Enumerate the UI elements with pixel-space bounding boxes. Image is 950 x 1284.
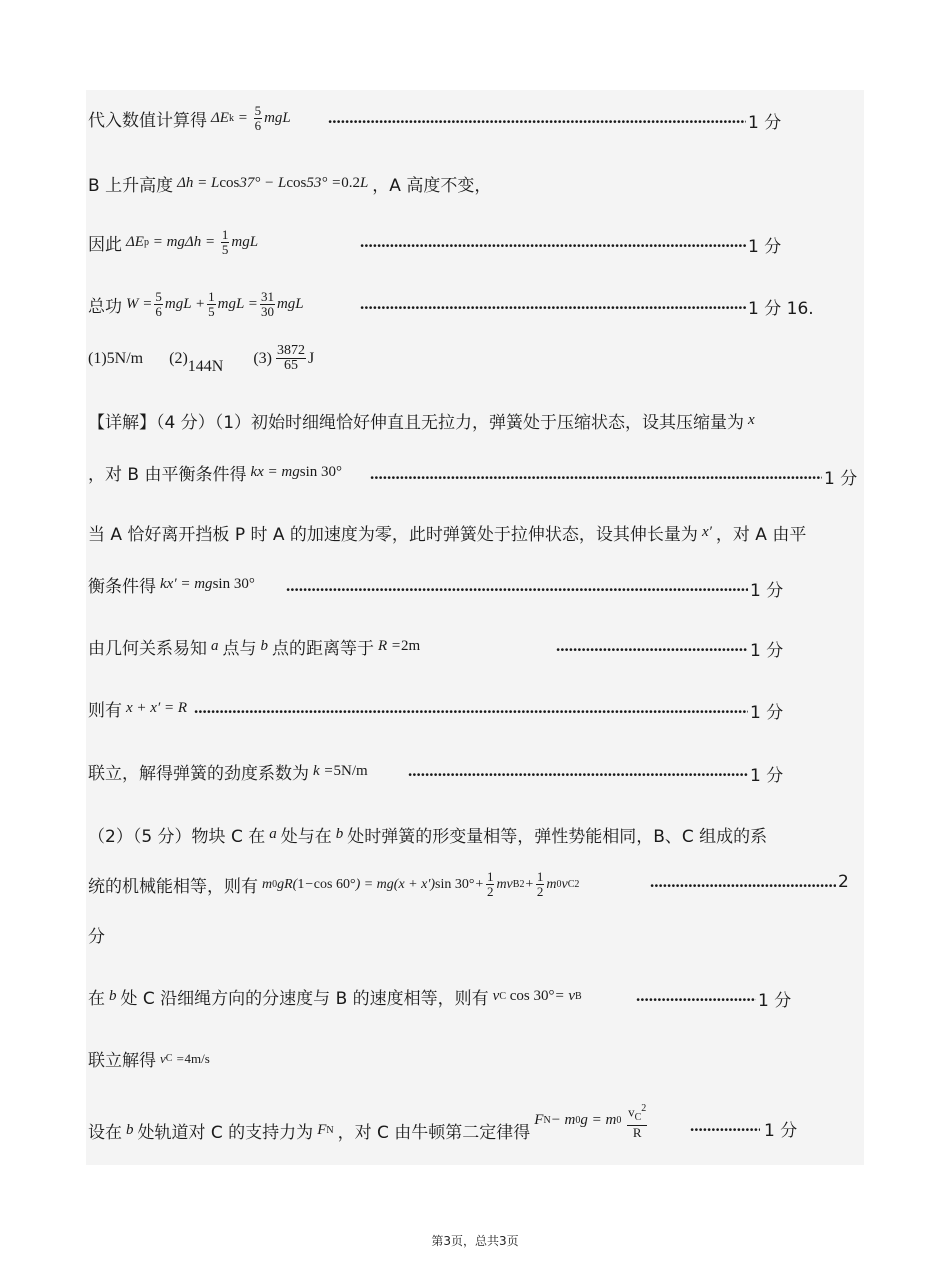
formula-a: a <box>269 826 277 842</box>
line-label: 总功 <box>88 297 122 317</box>
line-label: （2）（5 分）物块 C 在 <box>88 827 266 847</box>
detail-paragraph-7 <box>88 759 372 784</box>
detail-paragraph-5 <box>88 634 424 659</box>
line-kinetic-energy <box>88 104 295 133</box>
detail-paragraph-10 <box>88 922 105 947</box>
score-label: 1 分 <box>750 641 784 661</box>
formula-a: a <box>211 638 219 654</box>
line-potential-energy <box>88 228 262 257</box>
score-label: 1 分 <box>748 237 782 257</box>
detail-paragraph-2 <box>88 460 346 485</box>
score-label: 1 分 <box>748 113 782 133</box>
page-footer: 第3页，总共3页 <box>431 1234 519 1248</box>
formula-b: b <box>335 826 344 842</box>
detail-paragraph-9 <box>88 870 579 899</box>
score-label: 1 分 <box>750 703 784 723</box>
formula-k: k = 5N/m <box>313 763 368 779</box>
line-label: 当 A 恰好离开挡板 P 时 A 的加速度为零，此时弹簧处于拉伸状态，设其伸长量为 <box>88 525 698 545</box>
detail-paragraph-11 <box>88 984 586 1009</box>
detail-paragraph-1 <box>88 408 759 433</box>
leader-dots <box>194 698 748 718</box>
line-label: ，对 B 由平衡条件得 <box>88 465 247 485</box>
leader-dots <box>690 1116 760 1136</box>
score-label: 2 <box>838 872 849 892</box>
detail-paragraph-6 <box>88 696 191 721</box>
score-label: 1 分 <box>750 766 784 786</box>
fraction-numerator: 3872 <box>276 343 305 358</box>
formula-delta-h: Δh = L cos 37° − L cos 53° = 0.2 L <box>177 175 369 191</box>
line-label: 处与在 <box>280 827 332 847</box>
line-label: 衡条件得 <box>88 577 156 597</box>
detail-paragraph-3 <box>88 520 806 545</box>
line-label: 由几何关系易知 <box>88 639 207 659</box>
leader-dots <box>556 636 748 656</box>
line-label: 则有 <box>88 701 122 721</box>
formula-x-prime: x′ <box>701 524 712 540</box>
line-label: 设在 <box>88 1123 122 1144</box>
formula-work: W = $\frac{5}{6}$ mgL + $\frac{1}{5}$ mgL = $\frac{31}{30}$ mgL <box>126 289 304 319</box>
score-label: 1 分 <box>758 991 792 1011</box>
line-total-work <box>88 290 308 319</box>
score-label: 1 分 16. <box>748 299 814 319</box>
answer-2-value: 144N <box>187 357 224 375</box>
leader-dots <box>650 872 836 892</box>
formula-delta-ek: ΔE k = $\frac{5}{6}$ mgL <box>211 103 291 133</box>
answer-1: (1)5N/m <box>88 349 144 367</box>
line-label: 联立解得 <box>88 1051 156 1071</box>
score-label: 1 分 <box>764 1121 798 1141</box>
leader-dots <box>328 108 746 128</box>
line-label: B 上升高度 <box>88 176 174 196</box>
formula-r: R = 2m <box>378 638 421 654</box>
line-height-change <box>88 171 491 196</box>
answer-2-label: (2) <box>169 349 188 367</box>
formula-balance-a: kx′ = mg sin 30° <box>160 576 255 592</box>
formula-b: b <box>260 638 268 654</box>
answer-3-fraction <box>276 344 306 373</box>
detail-paragraph-4 <box>88 572 259 597</box>
line-label: ，对 C 由牛顿第二定律得 <box>337 1123 531 1144</box>
answer-3-label: (3) <box>253 349 272 367</box>
line-label: 分 <box>88 927 105 947</box>
detail-paragraph-8 <box>88 822 767 847</box>
line-label: 处时弹簧的形变量相等，弹性势能相同，B、C 组成的系 <box>347 827 768 847</box>
formula-velocity: v C cos 30° = v B <box>492 988 582 1004</box>
score-label: 1 分 <box>824 469 858 489</box>
leader-dots <box>408 761 748 781</box>
formula-x: x <box>748 412 755 428</box>
formula-sum: x + x′ = R <box>126 700 188 716</box>
answers-summary <box>88 344 314 373</box>
score-label: 1 分 <box>750 581 784 601</box>
line-label: ，A 高度不变， <box>372 176 492 196</box>
formula-vc: v C = 4m/s <box>160 1050 210 1066</box>
formula-fn: F N <box>317 1122 334 1139</box>
line-label: 【详解】（4 分）（1）初始时细绳恰好伸直且无拉力，弹簧处于压缩状态，设其压缩量为 <box>88 413 745 433</box>
leader-dots <box>636 986 756 1006</box>
answer-3-unit: J <box>307 349 315 367</box>
formula-b: b <box>109 988 117 1004</box>
line-label: ，对 A 由平 <box>715 525 807 545</box>
leader-dots <box>286 576 748 596</box>
formula-b: b <box>126 1122 134 1139</box>
leader-dots <box>360 294 746 314</box>
line-label: 联立，解得弹簧的劲度系数为 <box>88 764 309 784</box>
fraction-denominator: 65 <box>283 358 298 373</box>
formula-energy-conservation: m 0 gR( 1 − cos 60° ) = mg(x + x′) sin 30° + $\frac{1}{2}$ mv B 2 + $\frac{1}{2}$ m 0 v C 2 <box>262 869 580 899</box>
line-label: 点与 <box>222 639 257 659</box>
detail-paragraph-13 <box>88 1103 653 1150</box>
line-label: 处轨道对 C 的支持力为 <box>137 1123 314 1144</box>
formula-balance-b: kx = mg sin 30° <box>250 464 343 480</box>
detail-paragraph-12 <box>88 1046 214 1071</box>
line-label: 处 C 沿细绳方向的分速度与 B 的速度相等，则有 <box>120 989 489 1009</box>
formula-delta-ep: ΔE p = mgΔh = $\frac{1}{5}$ mgL <box>126 227 259 257</box>
formula-newton-second-law: F N − m 0 g = m 0 $\frac{v_C^2}{R}$ <box>534 1103 647 1140</box>
line-label: 因此 <box>88 235 122 255</box>
leader-dots <box>360 232 746 252</box>
line-label: 统的机械能相等，则有 <box>88 877 258 897</box>
leader-dots <box>370 464 822 484</box>
line-label: 点的距离等于 <box>272 639 374 659</box>
line-label: 在 <box>88 989 105 1009</box>
line-label: 代入数值计算得 <box>88 111 207 131</box>
